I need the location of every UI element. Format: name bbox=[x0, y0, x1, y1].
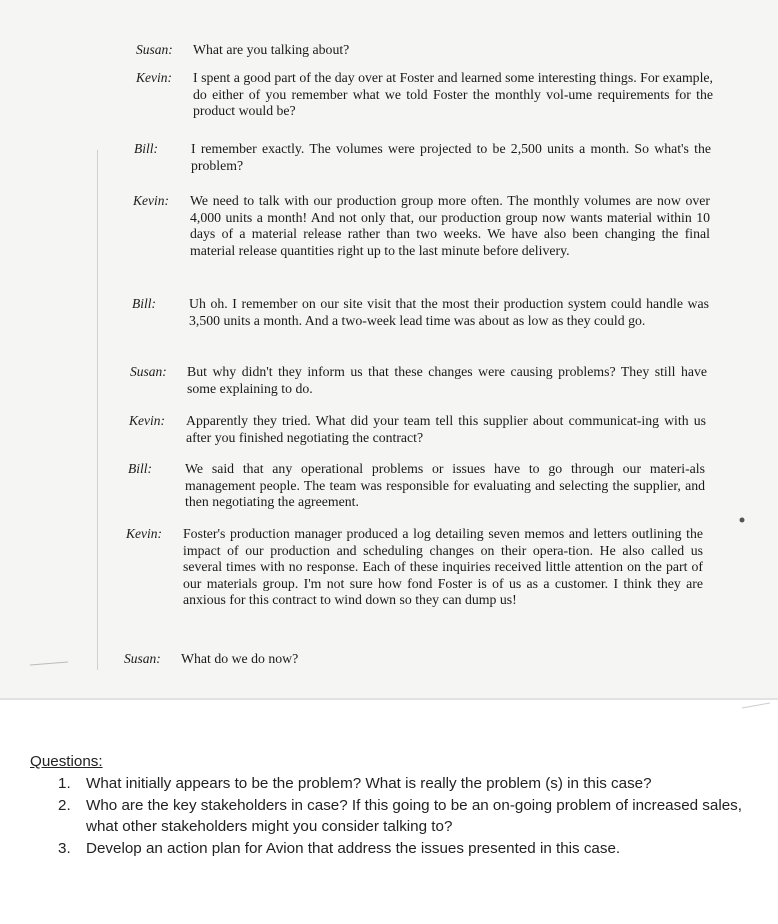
questions-heading: Questions: bbox=[30, 753, 103, 770]
speaker-label: Susan: bbox=[136, 42, 173, 57]
speech-text: What are you talking about? bbox=[193, 42, 350, 57]
speech-text: I remember exactly. The volumes were projected to be 2,500 units a month. So what's the problem? bbox=[191, 141, 711, 173]
speaker-label: Bill: bbox=[128, 461, 152, 476]
scan-speck bbox=[740, 518, 745, 523]
speech-text: Uh oh. I remember on our site visit that the most their production system could handle was 3,500 units a month. And a two-week lead time was about as low as they could go. bbox=[189, 296, 709, 328]
speaker-label: Kevin: bbox=[133, 193, 169, 208]
speech-text: Foster's production manager produced a log detailing seven memos and letters outlining the impact of our production and scheduling changes on their opera-tion. He also called us several times with no response. Each of these inquiries received little attention on the part of our materials group. I'm not sure how fond Foster is of us as a customer. I think they are anxious for this contract to wind down so they can dump us! bbox=[183, 526, 703, 607]
question-item bbox=[30, 838, 760, 859]
question-list bbox=[30, 773, 760, 859]
questions-section bbox=[30, 752, 760, 860]
speaker-label: Kevin: bbox=[126, 526, 162, 541]
question-item bbox=[30, 773, 760, 794]
question-text: Develop an action plan for Avion that address the issues presented in this case. bbox=[86, 840, 621, 857]
question-number: 2. bbox=[58, 797, 71, 814]
speaker-label: Bill: bbox=[134, 141, 158, 156]
question-text: What initially appears to be the problem? What is really the problem (s) in this case? bbox=[86, 775, 652, 792]
speaker-label: Kevin: bbox=[129, 413, 165, 428]
speech-text: I spent a good part of the day over at Foster and learned some interesting things. For example, do either of you remember what we told Foster the monthly vol-ume requirements for the product would be? bbox=[193, 70, 713, 118]
speaker-label: Kevin: bbox=[136, 70, 172, 85]
question-number: 1. bbox=[58, 775, 71, 792]
speech-text: What do we do now? bbox=[181, 651, 299, 666]
speaker-label: Bill: bbox=[132, 296, 156, 311]
speaker-label: Susan: bbox=[124, 651, 161, 666]
speaker-label: Susan: bbox=[130, 364, 167, 379]
speech-text: We said that any operational problems or issues have to go through our materi-als management people. The team was responsible for evaluating and selecting the supplier, and then negotiating the agreement. bbox=[185, 461, 705, 509]
question-number: 3. bbox=[58, 840, 71, 857]
speech-text: Apparently they tried. What did your team tell this supplier about communicat-ing with us after you finished negotiating the contract? bbox=[186, 413, 706, 445]
speech-text: But why didn't they inform us that these changes were causing problems? They still have some explaining to do. bbox=[187, 364, 707, 396]
speech-text: We need to talk with our production group more often. The monthly volumes are now over 4,000 units a month! And not only that, our production group now wants material within 10 days of a material release rather than two weeks. We have also been changing the final material release quantities right up to the last minute before delivery. bbox=[190, 193, 710, 258]
question-item bbox=[30, 795, 760, 837]
question-text: Who are the key stakeholders in case? If this going to be an on-going problem of increased sales, what other stakeholders might you consider talking to? bbox=[86, 797, 742, 835]
scan-mark bbox=[30, 662, 68, 665]
scan-mark bbox=[742, 703, 770, 708]
